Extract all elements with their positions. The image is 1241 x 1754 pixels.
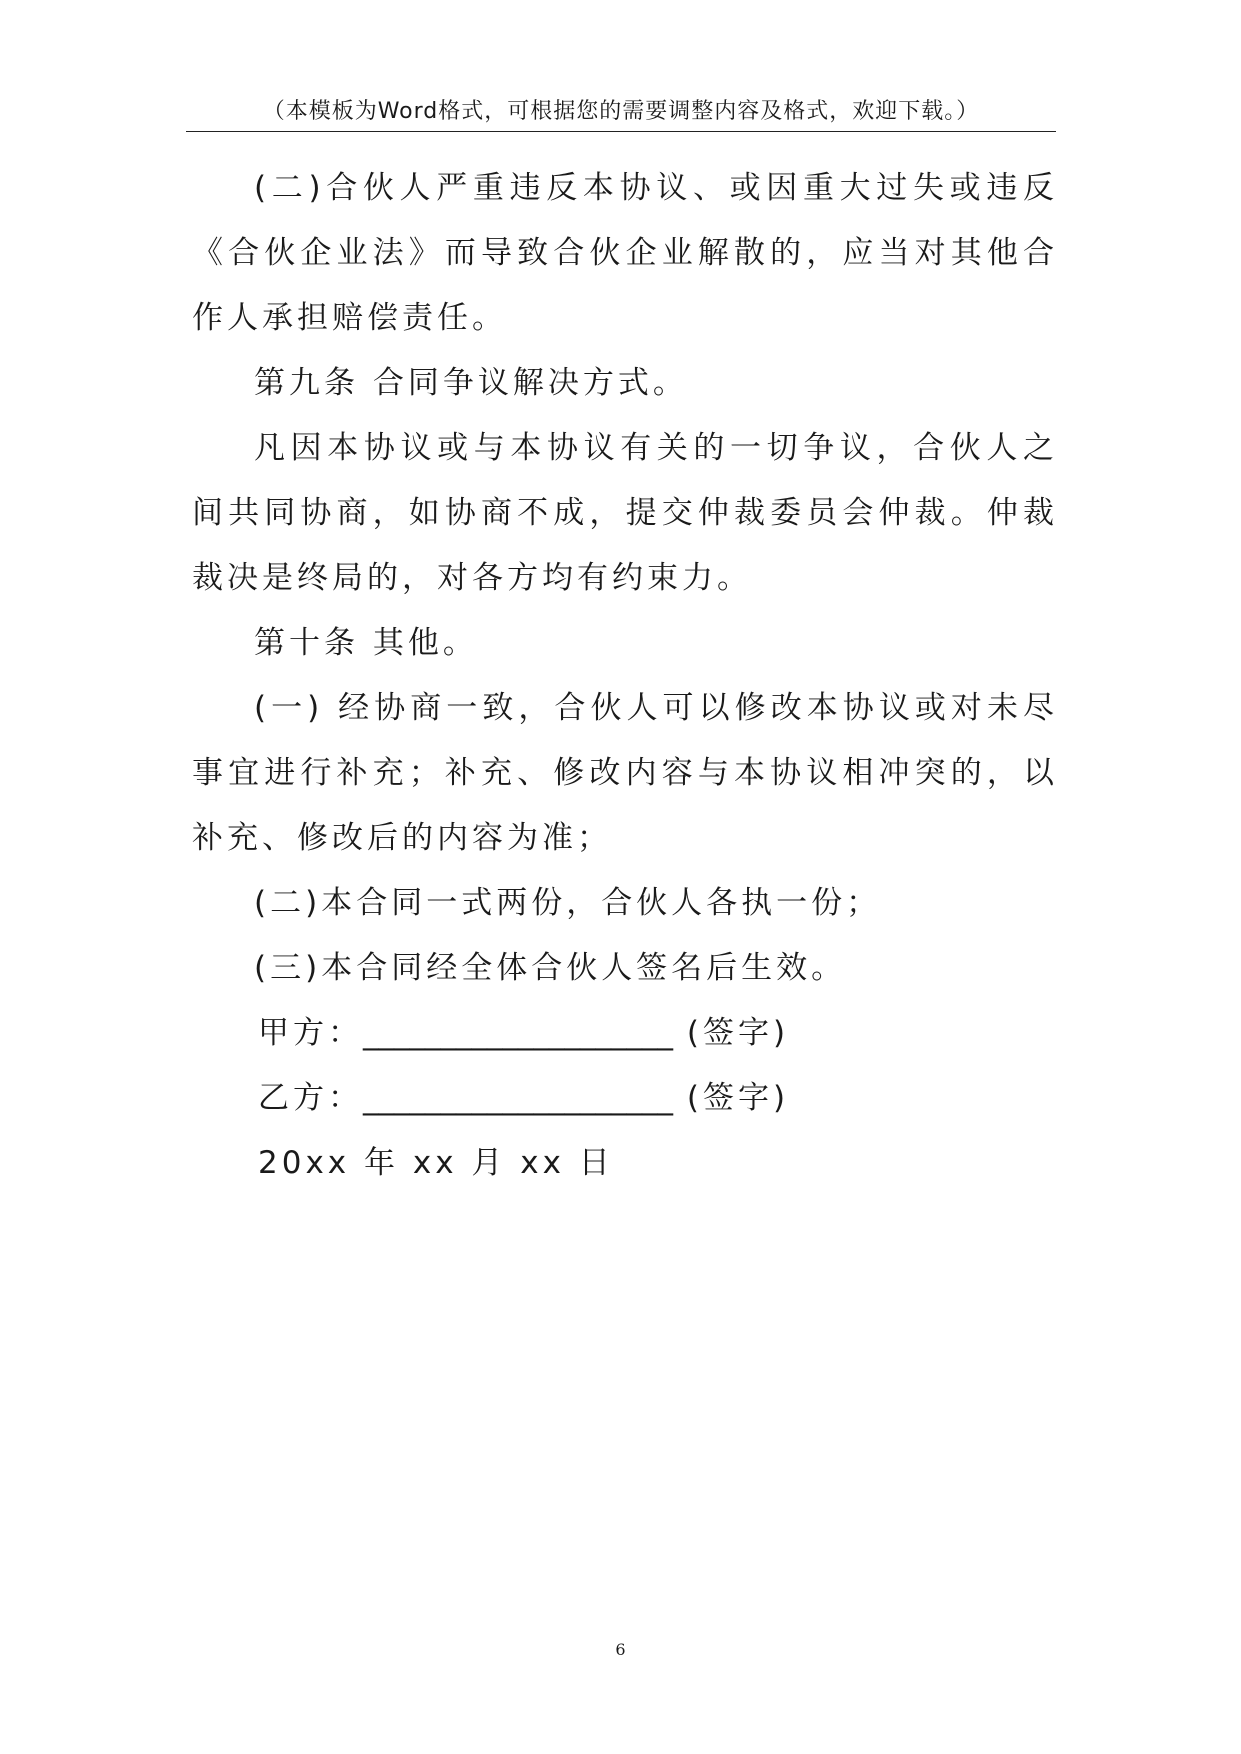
clause-paragraph: (一) 经协商一致，合伙人可以修改本协议或对未尽事宜进行补充；补充、修改内容与本协议相冲突的，以补充、修改后的内容为准； (192, 690, 1058, 856)
clause-paragraph: (二)本合同一式两份，合伙人各执一份； (254, 885, 882, 921)
signature-blank: ____________________ (363, 1015, 673, 1051)
document-header: （本模板为Word格式，可根据您的需要调整内容及格式，欢迎下载。） (262, 99, 980, 124)
header-divider (186, 131, 1056, 132)
signature-label: 乙方： (258, 1080, 363, 1116)
signature-label: 甲方： (258, 1015, 363, 1051)
signature-line-party-b (192, 1066, 1058, 1131)
signature-line-party-a (192, 1001, 1058, 1066)
clause-paragraph: (三)本合同经全体合伙人签名后生效。 (254, 950, 847, 986)
clause-paragraph: (二)合伙人严重违反本协议、或因重大过失或违反《合伙企业法》而导致合伙企业解散的，应当对其他合作人承担赔偿责任。 (192, 170, 1058, 336)
article-heading: 第九条 合同争议解决方式。 (254, 365, 688, 401)
signature-note: (签字) (686, 1015, 790, 1051)
signature-blank: ____________________ (363, 1080, 673, 1116)
page-number: 6 (615, 1640, 626, 1659)
clause-paragraph: 凡因本协议或与本协议有关的一切争议，合伙人之间共同协商，如协商不成，提交仲裁委员会仲裁。仲裁裁决是终局的，对各方均有约束力。 (192, 430, 1058, 596)
document-body (192, 156, 1058, 1196)
article-heading: 第十条 其他。 (254, 625, 478, 661)
signing-date: 20xx 年 xx 月 xx 日 (258, 1145, 614, 1181)
signature-note: (签字) (686, 1080, 790, 1116)
